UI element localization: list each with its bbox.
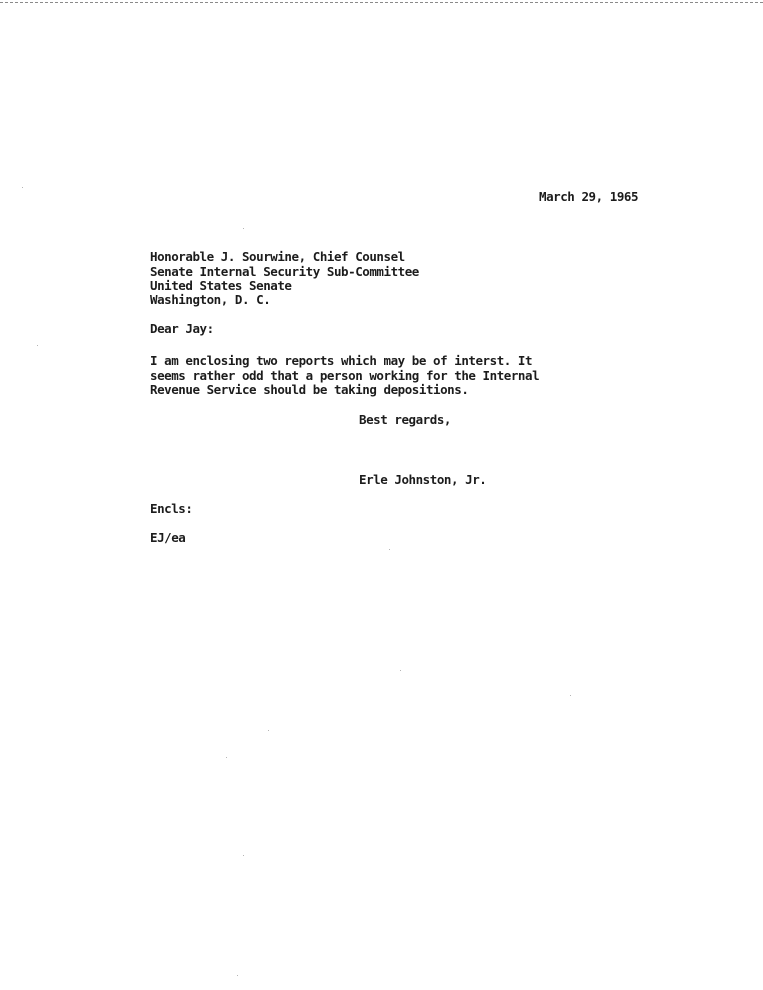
reference-initials: EJ/ea bbox=[150, 530, 186, 545]
signature-name: Erle Johnston, Jr. bbox=[359, 472, 487, 487]
scan-speck bbox=[37, 345, 38, 346]
scan-speck bbox=[389, 549, 390, 550]
scan-speck bbox=[243, 855, 244, 856]
recipient-committee: Senate Internal Security Sub-Committee bbox=[150, 264, 419, 279]
recipient-name-title: Honorable J. Sourwine, Chief Counsel bbox=[150, 249, 405, 264]
scan-speck bbox=[226, 757, 227, 758]
enclosure-notation: Encls: bbox=[150, 501, 193, 516]
closing: Best regards, bbox=[359, 412, 451, 427]
scan-speck bbox=[22, 187, 23, 188]
body-line-2: seems rather odd that a person working for the Internal bbox=[150, 368, 540, 383]
letter-date: March 29, 1965 bbox=[539, 189, 639, 204]
scan-speck bbox=[237, 975, 238, 976]
salutation: Dear Jay: bbox=[150, 321, 214, 336]
recipient-city: Washington, D. C. bbox=[150, 292, 271, 307]
scan-speck bbox=[400, 670, 401, 671]
scan-speck bbox=[570, 695, 571, 696]
scan-speck bbox=[268, 730, 269, 731]
body-line-3: Revenue Service should be taking depositions. bbox=[150, 382, 469, 397]
body-line-1: I am enclosing two reports which may be of interst. It bbox=[150, 353, 533, 368]
page-top-edge bbox=[0, 2, 763, 3]
recipient-organization: United States Senate bbox=[150, 278, 292, 293]
scan-speck bbox=[243, 228, 244, 229]
